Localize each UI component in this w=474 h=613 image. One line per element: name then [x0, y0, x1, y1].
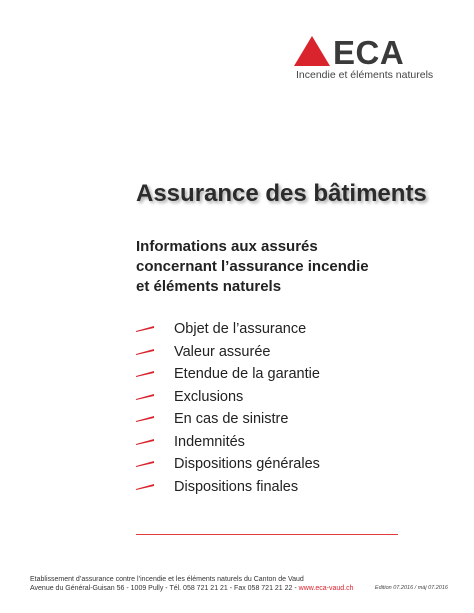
red-dash-bullet-icon	[136, 484, 154, 490]
toc-item	[136, 453, 436, 476]
red-dash-bullet-icon	[136, 326, 154, 332]
toc-item	[136, 363, 436, 386]
red-dash-bullet-icon	[136, 416, 154, 422]
toc-item-label: Dispositions finales	[174, 478, 299, 495]
red-dash-bullet-icon	[136, 349, 154, 355]
toc-item-label: Valeur assurée	[174, 343, 271, 360]
subtitle-line: concernant l’assurance incendie	[136, 258, 369, 275]
toc-item	[136, 386, 436, 409]
subtitle-line: et éléments naturels	[136, 278, 282, 295]
footer-website-link[interactable]: www.eca-vaud.ch	[298, 585, 354, 592]
toc-item	[136, 431, 436, 454]
red-dash-bullet-icon	[136, 439, 154, 445]
document-title: Assurance des bâtiments	[136, 180, 427, 207]
toc-item-label: Dispositions générales	[174, 456, 320, 472]
red-dash-bullet-icon	[136, 461, 154, 467]
eca-logo	[294, 36, 444, 84]
toc-item-label: Etendue de la garantie	[174, 366, 320, 382]
toc-item-label: Exclusions	[174, 388, 244, 405]
toc-item	[136, 476, 436, 499]
red-divider	[136, 534, 398, 535]
toc-item	[136, 341, 436, 364]
red-dash-bullet-icon	[136, 371, 154, 377]
table-of-contents	[136, 318, 436, 498]
toc-item-label: Objet de l’assurance	[174, 321, 307, 337]
toc-item-label: Indemnités	[174, 433, 245, 450]
footer-organization: Etablissement d’assurance contre l’incendie et les éléments naturels du Canton de Vaud	[30, 576, 304, 583]
document-subtitle	[136, 237, 436, 297]
red-dash-bullet-icon	[136, 394, 154, 400]
logo-tagline: Incendie et éléments naturels	[296, 69, 434, 81]
triangle-logo-icon	[294, 36, 330, 66]
logo-wordmark: ECA	[333, 34, 405, 71]
edition-note: Edition 07.2016 / màj 07.2016	[374, 585, 448, 591]
footer-address: Avenue du Général-Guisan 56 - 1009 Pully - Tél. 058 721 21 21 - Fax 058 721 21 22 -	[30, 585, 297, 592]
subtitle-line: Informations aux assurés	[136, 238, 318, 255]
toc-item	[136, 408, 436, 431]
toc-item-label: En cas de sinistre	[174, 411, 289, 427]
toc-item	[136, 318, 436, 341]
